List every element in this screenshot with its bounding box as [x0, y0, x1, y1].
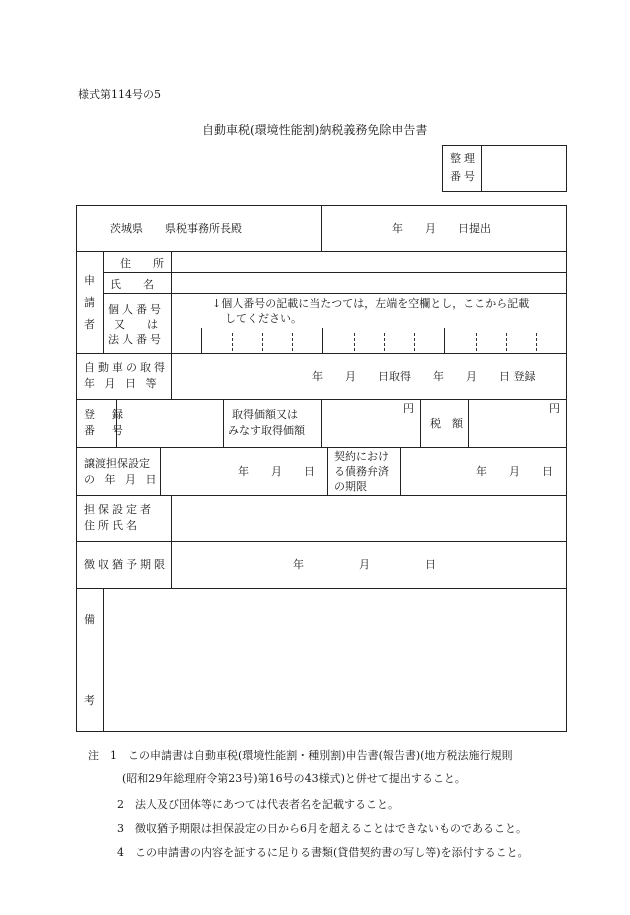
security-setter-label-2: 住所氏名: [84, 519, 140, 532]
note-3: 3 徴収猶予期限は担保設定の日から6月を超えることはできないものであること。: [117, 822, 527, 835]
applicant-label-1: 申: [84, 274, 95, 287]
security-setter-field[interactable]: [172, 496, 566, 540]
security-setter-label-1: 担保設定者: [84, 503, 154, 516]
deferment-date[interactable]: 年 月 日: [293, 558, 436, 571]
registration-number-field[interactable]: [117, 400, 222, 446]
number-instruction-2: してください。: [225, 312, 302, 325]
seiri-label-1: 整理: [450, 152, 478, 165]
deferment-label: 徴収猶予期限: [84, 558, 168, 571]
name-label: 氏 名: [110, 278, 154, 291]
note-1: 注 1 この申請書は自動車税(環境性能割・種別割)申告書(報告書)(地方税法施行規則: [88, 749, 513, 762]
form-number: 様式第114号の5: [78, 88, 161, 101]
acquisition-price-field[interactable]: [322, 400, 419, 446]
price-yen: 円: [403, 402, 414, 415]
personal-number-field[interactable]: [202, 329, 566, 352]
corporate-number-label: 法人番号: [108, 333, 164, 346]
tax-amount-label: 税 額: [430, 417, 463, 430]
remarks-label-2: 考: [84, 694, 95, 707]
applicant-label-3: 者: [84, 318, 95, 331]
addressee: 茨城県 県税事務所長殿: [110, 222, 242, 235]
note-2: 2 法人及び団体等にあつては代表者名を記載すること。: [117, 798, 399, 811]
acquisition-label-2: 年 月 日 等: [84, 377, 160, 390]
acquisition-label-1: 自動車の取得: [84, 361, 168, 374]
note-4: 4 この申請書の内容を証するに足りる書類(貸借契約書の写し等)を添付すること。: [117, 846, 529, 859]
name-field[interactable]: [172, 273, 566, 292]
price-label-1: 取得価額又は: [232, 408, 298, 421]
applicant-label-2: 請: [84, 296, 95, 309]
debt-label-2: る債務弁済: [334, 465, 389, 478]
seiri-number-field[interactable]: [482, 146, 566, 191]
registration-label-2: 番 号: [84, 424, 126, 437]
page-title: 自動車税(環境性能割)納税義務免除申告書: [202, 123, 428, 137]
transfer-label-1: 譲渡担保設定: [84, 457, 150, 470]
acquisition-date[interactable]: 年 月 日取得 年 月 日 登録: [312, 370, 536, 383]
remarks-label-1: 備: [84, 613, 95, 626]
transfer-date[interactable]: 年 月 日: [238, 465, 315, 478]
debt-date[interactable]: 年 月 日: [476, 465, 553, 478]
address-label: 住 所: [120, 257, 164, 270]
note-1-cont: (昭和29年総理府令第23号)第16号の43様式)と併せて提出すること。: [122, 772, 466, 785]
or-label: 又 は: [114, 318, 158, 331]
remarks-field[interactable]: [104, 589, 566, 731]
personal-number-label: 個人番号: [108, 303, 164, 316]
number-instruction-1: ↓個人番号の記載に当たつては，左端を空欄とし，ここから記載: [212, 297, 530, 310]
tax-amount-field[interactable]: [469, 400, 566, 446]
seiri-label-2: 番号: [450, 170, 478, 183]
debt-label-1: 契約におけ: [334, 450, 389, 463]
debt-label-3: の期限: [334, 480, 367, 493]
registration-label-1: 登 録: [84, 408, 126, 421]
address-field[interactable]: [172, 252, 566, 271]
price-label-2: みなす取得価額: [228, 424, 305, 437]
submission-date[interactable]: 年 月 日提出: [392, 222, 491, 235]
transfer-label-2: の 年 月 日: [84, 473, 160, 486]
tax-yen: 円: [549, 402, 560, 415]
